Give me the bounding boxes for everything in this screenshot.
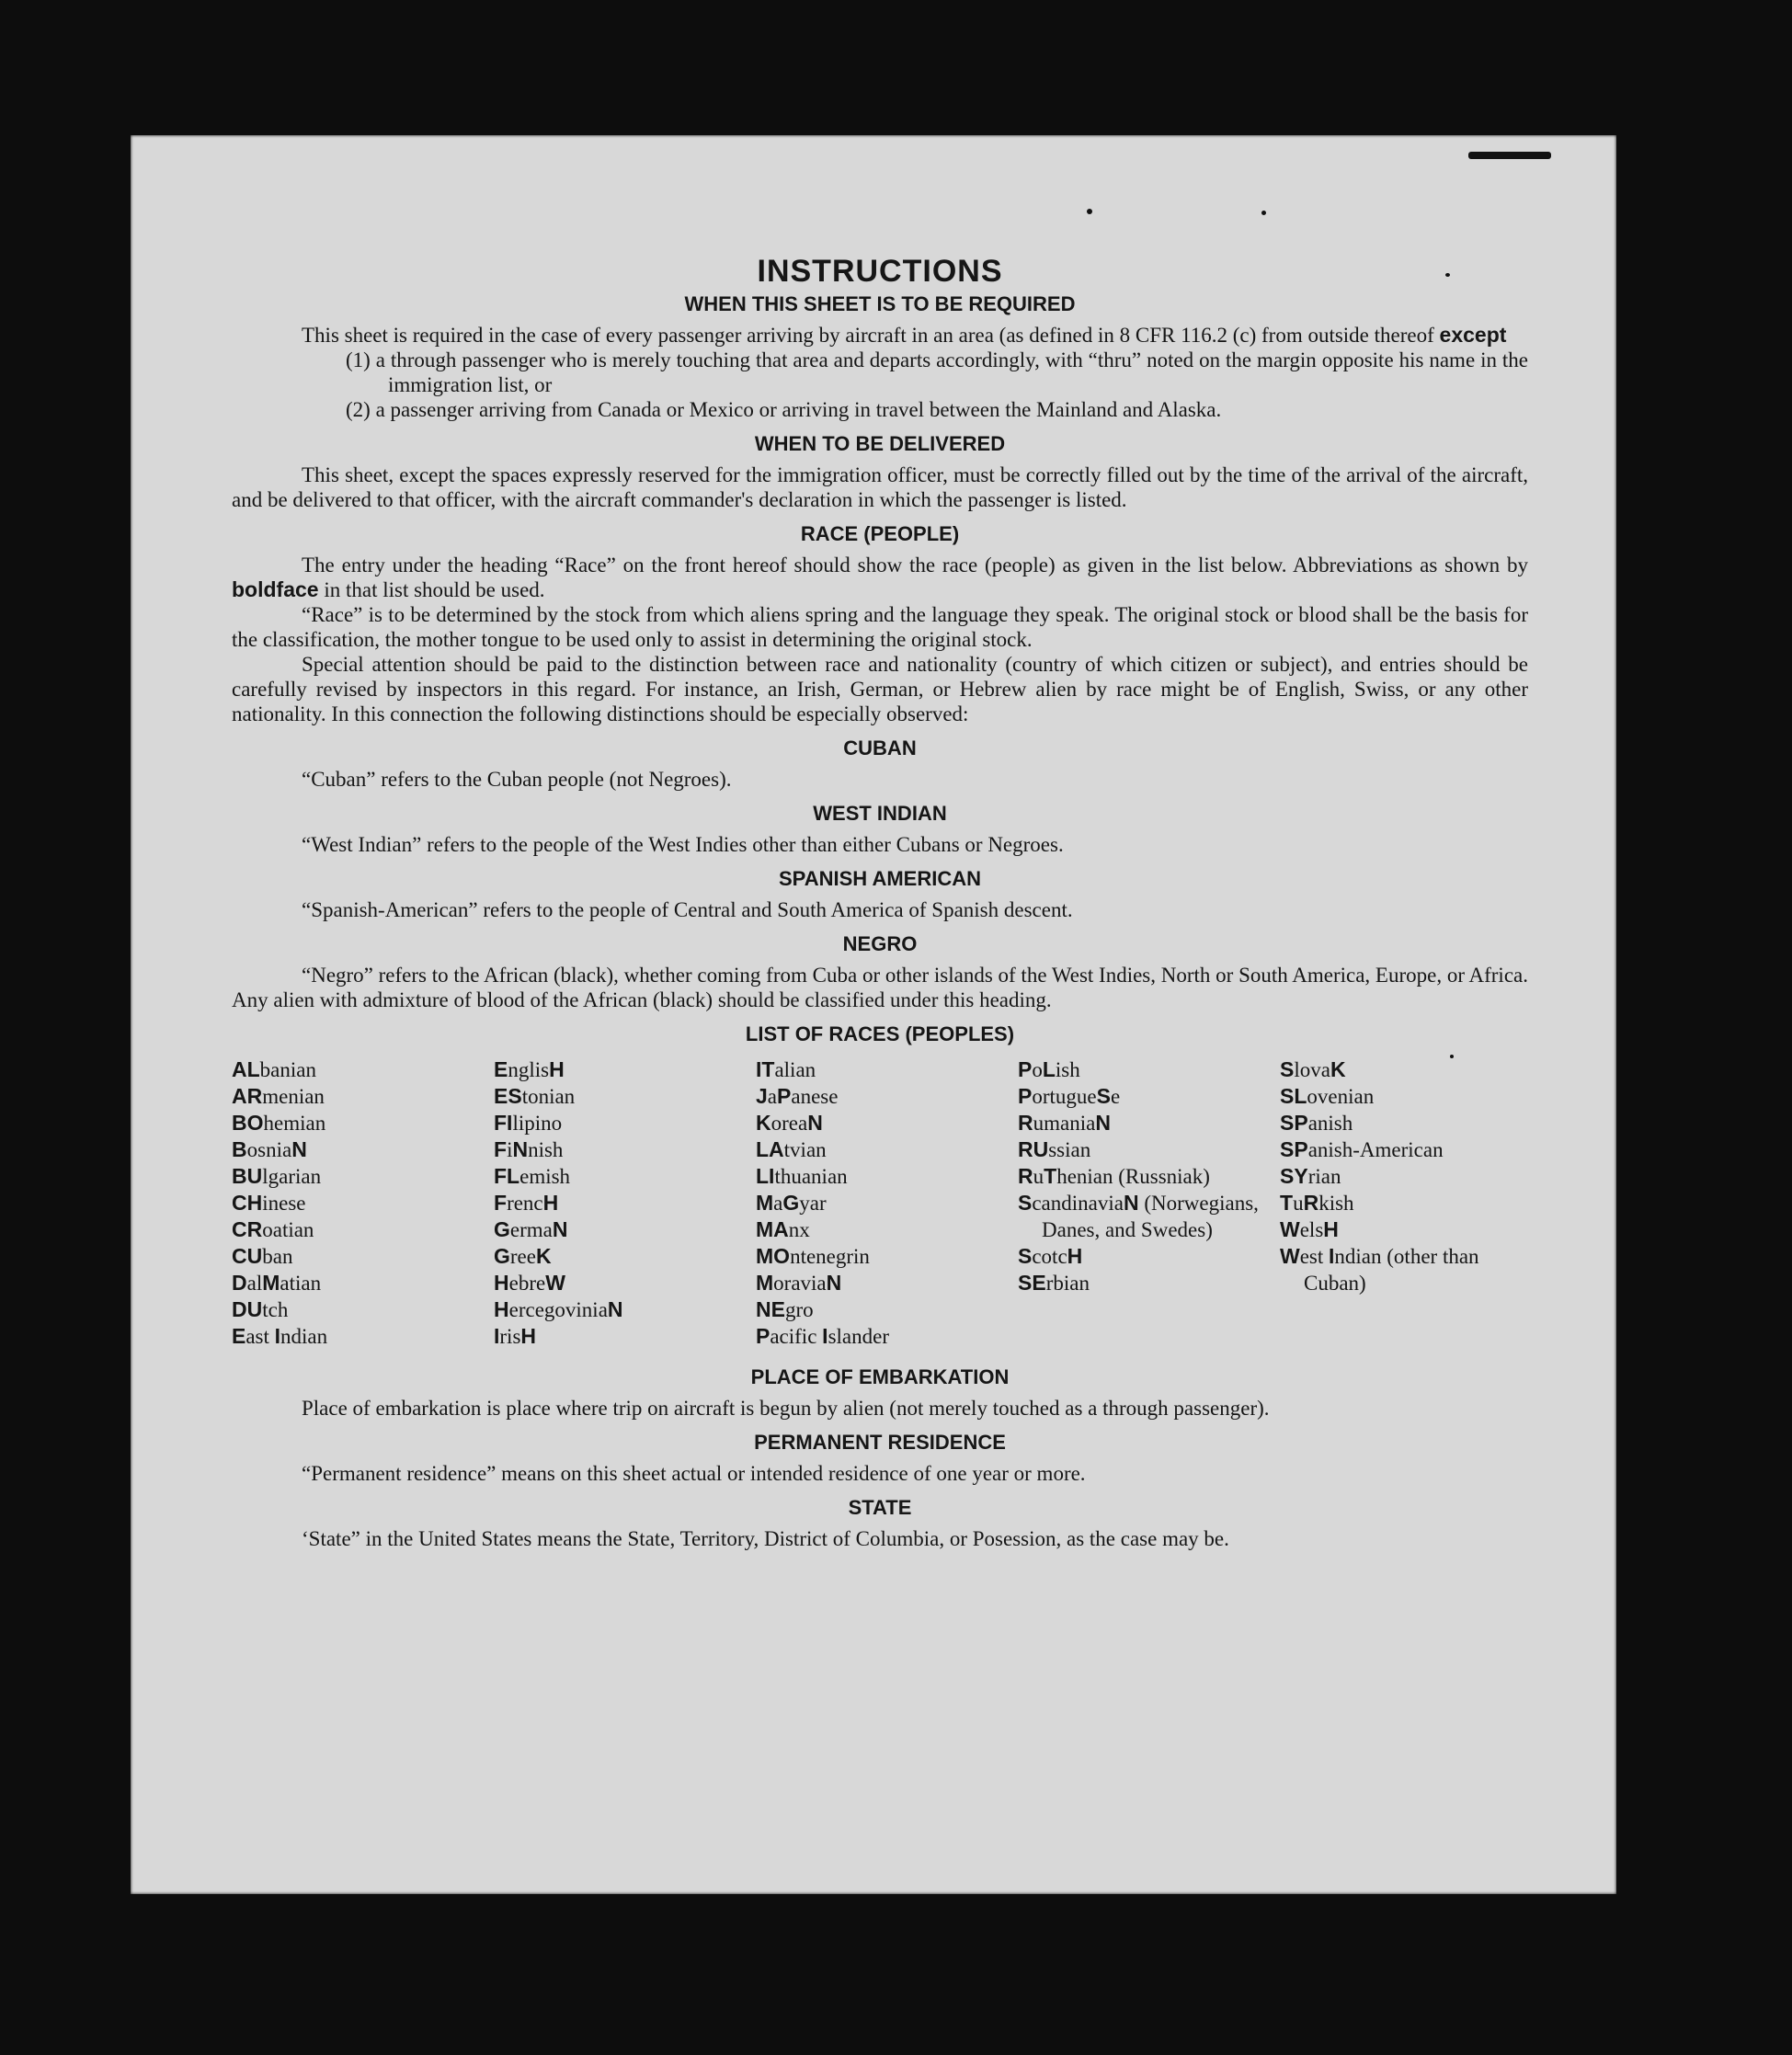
race-entry: WelsH bbox=[1280, 1217, 1339, 1241]
race-paragraph-2: “Race” is to be determined by the stock from which aliens spring and the language they speak. The original stock or blood shall be the basis for the classification, the mother tongue to be used only to assist in determining the original stock. bbox=[232, 603, 1528, 651]
residence-text: “Permanent residence” means on this sheet actual or intended residence of one year or more. bbox=[302, 1462, 1086, 1485]
document-sheet bbox=[131, 135, 1616, 1894]
required-intro-except: except bbox=[1439, 323, 1507, 347]
race-entry: SlovaK bbox=[1280, 1057, 1346, 1081]
race-entry: MOntenegrin bbox=[756, 1244, 870, 1268]
race-entry: FiNnish bbox=[494, 1137, 564, 1161]
race-entry: BosniaN bbox=[232, 1137, 307, 1161]
race-entry: JaPanese bbox=[756, 1084, 839, 1108]
race-entry: TuRkish bbox=[1280, 1191, 1354, 1215]
state-text: ‘State” in the United States means the State, Territory, District of Columbia, or Posession, as the case may be. bbox=[302, 1527, 1229, 1550]
heading-state: STATE bbox=[848, 1496, 912, 1519]
race-entry: DUtch bbox=[232, 1297, 289, 1321]
race-entry: FrencH bbox=[494, 1191, 559, 1215]
race-entry: PortugueSe bbox=[1018, 1084, 1121, 1108]
required-intro: This sheet is required in the case of every passenger arriving by aircraft in an area (as defined in 8 CFR 116.2 (c) from outside thereof except bbox=[302, 323, 1507, 347]
race-entry: CUban bbox=[232, 1244, 293, 1268]
race-entry: MoraviaN bbox=[756, 1271, 842, 1295]
race-entry: SPanish bbox=[1280, 1111, 1353, 1135]
torn-corner-mark bbox=[1468, 152, 1551, 159]
heading-negro: NEGRO bbox=[842, 932, 918, 955]
race-entry: EStonian bbox=[494, 1084, 576, 1108]
race-entry: RuThenian (Russniak) bbox=[1018, 1164, 1210, 1188]
speck bbox=[1261, 211, 1266, 215]
race-entry: ALbanian bbox=[232, 1057, 316, 1081]
race-entry: NEgro bbox=[756, 1297, 814, 1321]
heading-place-of-embarkation: PLACE OF EMBARKATION bbox=[750, 1365, 1010, 1388]
race-entry: SYrian bbox=[1280, 1164, 1341, 1188]
race-entry: MaGyar bbox=[756, 1191, 827, 1215]
race-entry: DalMatian bbox=[232, 1271, 322, 1295]
race-entry: FLemish bbox=[494, 1164, 571, 1188]
race-entry: SPanish-American bbox=[1280, 1137, 1444, 1161]
race-entry: East Indian bbox=[232, 1324, 328, 1348]
race-boldface-word: boldface bbox=[232, 577, 319, 601]
race-entry: BOhemian bbox=[232, 1111, 326, 1135]
race-entry: MAnx bbox=[756, 1217, 810, 1241]
race-entry: ITalian bbox=[756, 1057, 816, 1081]
races-column-4 bbox=[1018, 1056, 1280, 1350]
required-item-2: (2) a passenger arriving from Canada or Mexico or arriving in travel between the Mainland and Alaska. bbox=[346, 398, 1222, 421]
required-item-1: (1) a through passenger who is merely touching that area and departs accordingly, with “thru” noted on the margin opposite his name in the immigration list, or bbox=[346, 348, 1528, 396]
race-entry: SErbian bbox=[1018, 1271, 1090, 1295]
race-entry: IrisH bbox=[494, 1324, 537, 1348]
heading-race: RACE (PEOPLE) bbox=[800, 522, 960, 545]
race-entry: KoreaN bbox=[756, 1111, 823, 1135]
race-entry: HebreW bbox=[494, 1271, 565, 1295]
race-entry: Pacific Islander bbox=[756, 1324, 889, 1348]
cuban-text: “Cuban” refers to the Cuban people (not Negroes). bbox=[302, 768, 732, 791]
race-entry: PoLish bbox=[1018, 1057, 1080, 1081]
races-column-3 bbox=[756, 1056, 1018, 1350]
races-list bbox=[232, 1056, 1528, 1350]
west-indian-text: “West Indian” refers to the people of the West Indies other than either Cubans or Negroes. bbox=[302, 833, 1064, 856]
delivered-text: This sheet, except the spaces expressly reserved for the immigration officer, must be correctly filled out by the time of the arrival of the aircraft, and be delivered to that officer, with the aircraft commander's declaration in which the passenger is listed. bbox=[232, 463, 1528, 511]
spanish-american-text: “Spanish-American” refers to the people of Central and South America of Spanish descent. bbox=[302, 898, 1073, 921]
embarkation-text: Place of embarkation is place where trip on aircraft is begun by alien (not merely touched as a through passenger). bbox=[302, 1397, 1270, 1420]
race-paragraph-1: The entry under the heading “Race” on the front hereof should show the race (people) as given in the list below. Abbreviations as shown by boldface in that list should be used. bbox=[232, 554, 1528, 601]
speck bbox=[1450, 1055, 1454, 1058]
heading-permanent-residence: PERMANENT RESIDENCE bbox=[754, 1431, 1006, 1454]
race-entry: RUssian bbox=[1018, 1137, 1091, 1161]
heading-cuban: CUBAN bbox=[843, 736, 917, 759]
race-entry: LIthuanian bbox=[756, 1164, 848, 1188]
heading-when-delivered: WHEN TO BE DELIVERED bbox=[754, 432, 1006, 455]
race-entry: ScotcH bbox=[1018, 1244, 1083, 1268]
race-entry: CRoatian bbox=[232, 1217, 314, 1241]
races-column-2 bbox=[494, 1056, 756, 1350]
race-entry: ScandinaviaN (Norwegians, Danes, and Swedes) bbox=[1018, 1191, 1259, 1241]
race-entry: CHinese bbox=[232, 1191, 306, 1215]
race-entry: ARmenian bbox=[232, 1084, 325, 1108]
race-entry: HercegoviniaN bbox=[494, 1297, 623, 1321]
heading-spanish-american: SPANISH AMERICAN bbox=[778, 867, 981, 890]
race-paragraph-3: Special attention should be paid to the distinction between race and nationality (country of which citizen or subject), and entries should be carefully revised by inspectors in this regard. For instance, an Irish, German, or Hebrew alien by race might be of English, Swiss, or any other nationality. In this connection the following distinctions should be especially observed: bbox=[232, 653, 1528, 725]
race-entry: GermaN bbox=[494, 1217, 568, 1241]
page-title: INSTRUCTIONS bbox=[757, 254, 1003, 289]
speck bbox=[1445, 273, 1450, 277]
heading-when-required: WHEN THIS SHEET IS TO BE REQUIRED bbox=[684, 292, 1076, 315]
heading-west-indian: WEST INDIAN bbox=[813, 802, 947, 825]
document-content bbox=[232, 253, 1528, 1551]
race-entry: West Indian (other than Cuban) bbox=[1280, 1244, 1479, 1295]
race-entry: LAtvian bbox=[756, 1137, 827, 1161]
race-entry: FIlipino bbox=[494, 1111, 563, 1135]
negro-text: “Negro” refers to the African (black), whether coming from Cuba or other islands of the West Indies, North or South America, Europe, or Africa. Any alien with admixture of blood of the African (black) should be classified under this heading. bbox=[232, 964, 1528, 1011]
speck bbox=[1087, 209, 1092, 214]
races-column-5 bbox=[1280, 1056, 1528, 1350]
heading-list-of-races: LIST OF RACES (PEOPLES) bbox=[745, 1022, 1015, 1045]
race-entry: SLovenian bbox=[1280, 1084, 1375, 1108]
race-entry: RumaniaN bbox=[1018, 1111, 1111, 1135]
race-entry: EnglisH bbox=[494, 1057, 565, 1081]
race-entry: GreeK bbox=[494, 1244, 552, 1268]
race-entry: BUlgarian bbox=[232, 1164, 322, 1188]
races-column-1 bbox=[232, 1056, 494, 1350]
